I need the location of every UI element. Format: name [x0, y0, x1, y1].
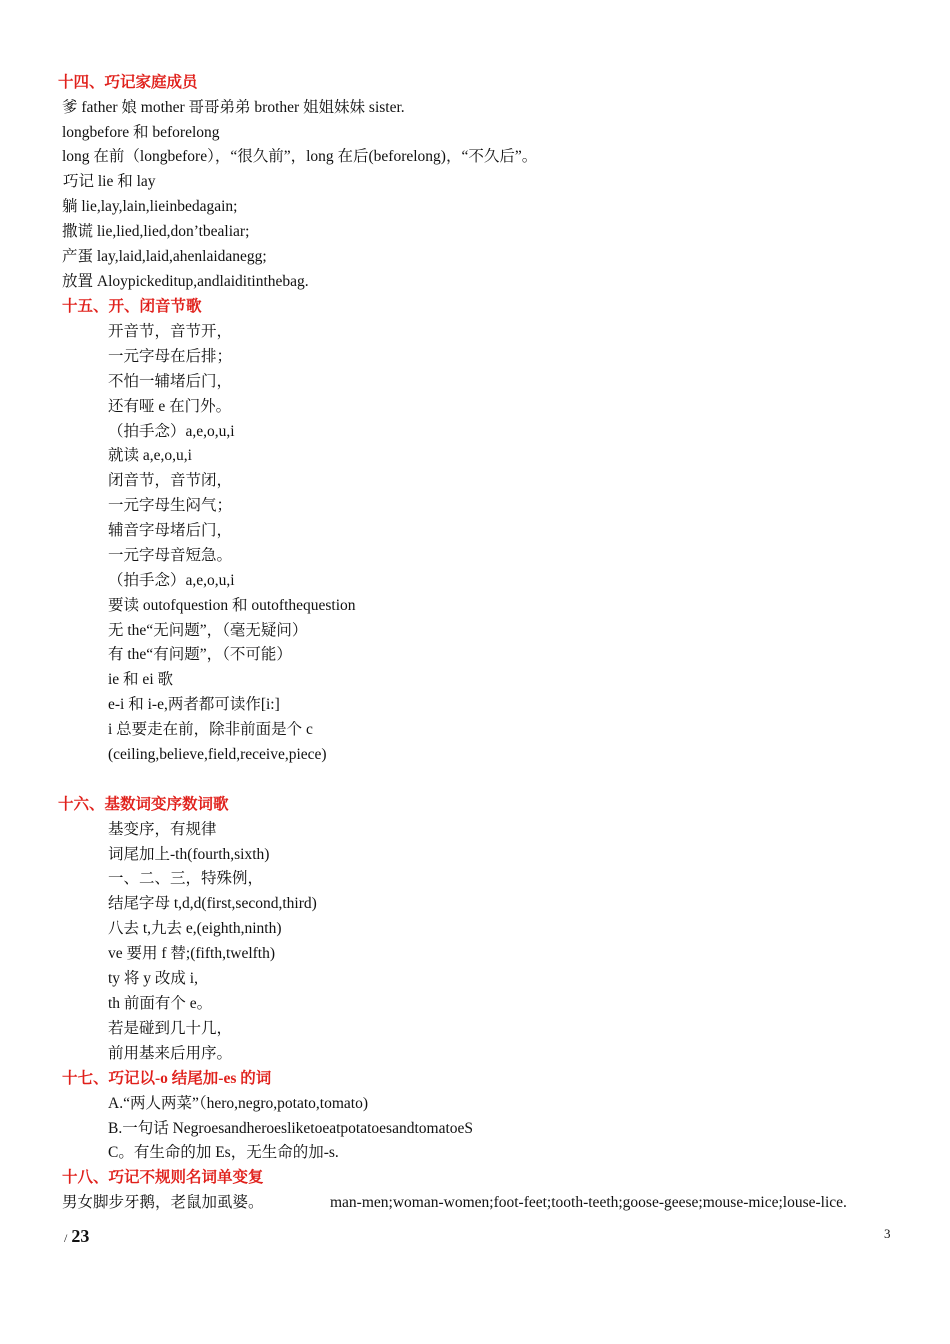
footer-slash: / [64, 1231, 68, 1245]
section-16-line: 一、二、三，特殊例， [108, 870, 264, 887]
section-15-line: 就读 a,e,o,u,i [108, 447, 192, 464]
section-16-line: 词尾加上-th(fourth,sixth) [108, 846, 270, 863]
page-total-footer [64, 1226, 89, 1247]
section-15-line: 无 the“无问题”，（毫无疑问） [108, 622, 308, 639]
section-16-line: ty 将 y 改成 i, [108, 970, 198, 987]
page-number: 3 [884, 1226, 891, 1241]
section-18-line [62, 1192, 847, 1214]
section-16-line: 若是碰到几十几， [108, 1020, 233, 1037]
section-15-line: 不怕一辅堵后门， [108, 373, 233, 390]
section-18-mnemonic: 男女脚步牙鹅，老鼠加虱婆。 [62, 1194, 264, 1211]
section-14-heading: 十四、巧记家庭成员 [58, 74, 198, 91]
section-17-line: C。有生命的加 Es，无生命的加-s. [108, 1144, 339, 1161]
section-14-line: 放置 Aloypickeditup,andlaiditinthebag. [62, 273, 309, 290]
section-15-line: ie 和 ei 歌 [108, 671, 173, 688]
section-17-heading: 十七、巧记以-o 结尾加-es 的词 [62, 1070, 272, 1087]
section-15-line: 要读 outofquestion 和 outofthequestion [108, 597, 356, 614]
total-pages: 23 [71, 1226, 90, 1246]
section-15-line: 一元字母生闷气； [108, 497, 233, 514]
section-14-line: 产蛋 lay,laid,laid,ahenlaidanegg; [62, 248, 267, 265]
section-18-examples: man-men;woman-women;foot-feet;tooth-teeth;goose-geese;mouse-mice;louse-lice. [330, 1194, 847, 1211]
section-14-line: long 在前（longbefore），“很久前”，long 在后(beforelong)，“不久后”。 [62, 148, 538, 165]
section-14-line: 撒谎 lie,lied,lied,don’tbealiar; [62, 223, 250, 240]
section-16-line: ve 要用 f 替;(fifth,twelfth) [108, 945, 276, 962]
section-16-line: th 前面有个 e。 [108, 995, 213, 1012]
section-16-line: 基变序，有规律 [108, 821, 217, 838]
section-15-line: (ceiling,believe,field,receive,piece) [108, 746, 327, 763]
section-14-line: 爹 father 娘 mother 哥哥弟弟 brother 姐姐妹妹 sister. [62, 99, 405, 116]
section-14-line: 躺 lie,lay,lain,lieinbedagain; [62, 198, 238, 215]
section-15-line: 还有哑 e 在门外。 [108, 398, 232, 415]
section-16-heading: 十六、基数词变序数词歌 [58, 796, 229, 813]
section-15-line: e-i 和 i-e,两者都可读作[i:] [108, 696, 280, 713]
section-15-heading: 十五、开、闭音节歌 [62, 298, 202, 315]
section-15-line: 闭音节，音节闭， [108, 472, 233, 489]
section-15-line: （拍手念）a,e,o,u,i [108, 423, 235, 440]
section-16-line: 前用基来后用序。 [108, 1045, 233, 1062]
section-16-line: 八去 t,九去 e,(eighth,ninth) [108, 920, 282, 937]
section-15-line: 开音节，音节开， [108, 323, 233, 340]
section-15-line: 一元字母音短急。 [108, 547, 233, 564]
section-17-line: A.“两人两菜”（hero,negro,potato,tomato) [108, 1095, 368, 1112]
section-16-line: 结尾字母 t,d,d(first,second,third) [108, 895, 317, 912]
section-18-heading: 十八、巧记不规则名词单变复 [62, 1169, 264, 1186]
section-15-line: 有 the“有问题”，（不可能） [108, 646, 292, 663]
section-17-line: B.一句话 NegroesandheroesliketoeatpotatoesandtomatoeS [108, 1120, 474, 1137]
section-15-line: （拍手念）a,e,o,u,i [108, 572, 235, 589]
section-15-line: 一元字母在后排； [108, 348, 233, 365]
section-15-line: 辅音字母堵后门， [108, 522, 233, 539]
section-14-line: longbefore 和 beforelong [62, 124, 220, 141]
section-14-line: 巧记 lie 和 lay [63, 173, 156, 190]
section-15-line: i 总要走在前，除非前面是个 c [108, 721, 313, 738]
